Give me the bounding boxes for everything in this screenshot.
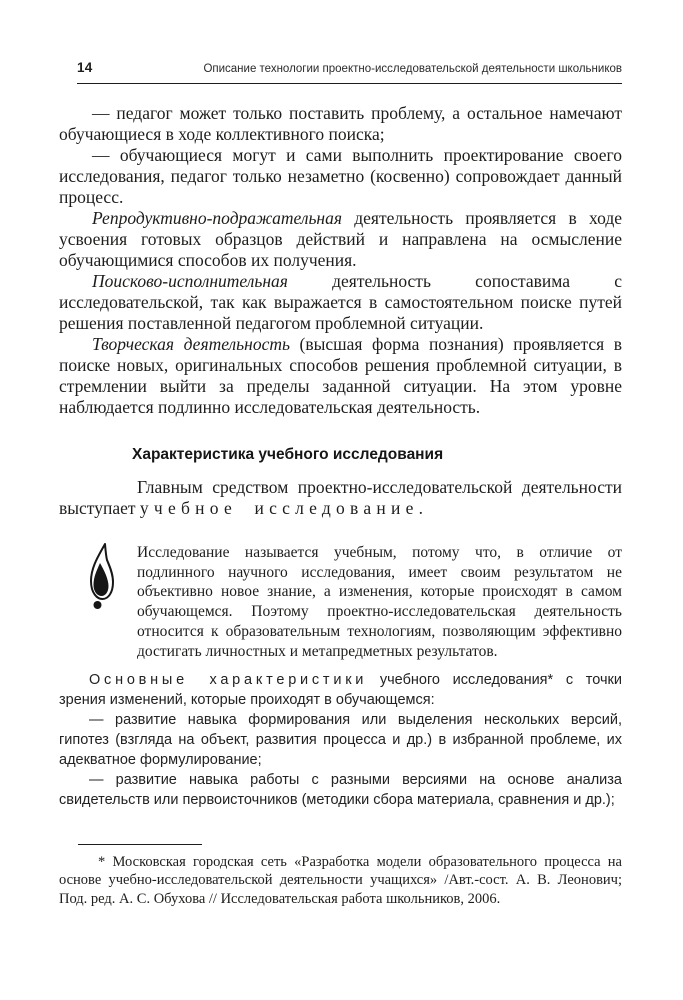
characteristics-item: — развитие навыка формирования или выделения нескольких версий, гипотез (взгляда на объект, развития процесса и др.) в избранной проблеме, их адекватное формулирование; — [59, 712, 622, 768]
lead-paragraph — [59, 477, 622, 519]
section-heading: Характеристика учебного исследования — [132, 446, 444, 463]
paragraph-text: деятельность проявляется в ходе усвоения готовых образцов действий и направлена на осмысление обучающимися способов их получения. — [59, 208, 622, 270]
section — [59, 446, 622, 519]
body-paragraph: — педагог может только поставить проблему, а остальное намечают обучающиеся в ходе коллективного поиска; — [59, 103, 622, 144]
paragraph-text: деятельность сопоставима с исследовательской, так как выражается в самостоятельном поиске путей решения поставленной педагогом проблемной ситуации. — [59, 271, 622, 333]
characteristics-item: — развитие навыка работы с разными версиями на основе анализа свидетельств или первоисточников (методики сбора материала, сравнения и др.); — [59, 772, 622, 808]
characteristics-block — [59, 670, 622, 810]
footnote-text: * Московская городская сеть «Разработка модели образовательного процесса на основе учебно-исследовательской деятельности учащихся» /Авт.-сост. А. В. Леонович; Под. ред. А. С. Обухова // Исследовательская работа школьников, 2006. — [59, 854, 622, 907]
body-paragraph — [59, 271, 622, 334]
page-header — [77, 60, 622, 84]
note-block — [59, 543, 622, 661]
lead-emphasis: учебное исследование. — [139, 498, 429, 518]
body-text-block — [59, 103, 622, 418]
page-number: 14 — [77, 60, 93, 75]
characteristics-intro — [59, 670, 622, 710]
body-paragraph: — обучающиеся могут и сами выполнить проектирование своего исследования, педагог только незаметно (косвенно) сопровождает данный процесс. — [59, 145, 622, 207]
footnote-divider — [78, 844, 202, 845]
characteristics-intro-emphasis: Основные характеристики — [89, 672, 368, 688]
characteristics-intro-text: учебного исследования* с точки зрения изменений, которые проиходят в обучающемся: — [59, 672, 622, 708]
flame-icon — [85, 543, 119, 609]
note-icon-column — [59, 543, 137, 614]
body-paragraph — [59, 208, 622, 271]
term-italic: Поисково-исполнительная — [92, 271, 288, 291]
term-italic: Репродуктивно-подражательная — [92, 208, 342, 228]
running-title: Описание технологии проектно-исследовательской деятельности школьников — [203, 63, 622, 75]
note-text: Исследование называется учебным, потому что, в отличие от подлинного научного исследования, имеет своим результатом не объективно новое знание, а изменения, которые происходят в самом обучающемся. Поэтому проектно-исследовательская деятельность относится к образовательным технологиям, позволяющим эффективно достигать личностных и метапредметных результатов. — [137, 544, 622, 660]
footnote-block — [59, 844, 622, 908]
lead-text: Главным средством проектно-исследовательской деятельности выступает — [59, 477, 622, 518]
term-italic: Творческая деятельность — [92, 334, 290, 354]
paragraph-text: (высшая форма познания) проявляется в поиске новых, оригинальных способов решения проблемной ситуации, в стремлении выйти за пределы заданной ситуации. На этом уровне наблюдается подлинно исследовательская деятельность. — [59, 334, 622, 417]
body-paragraph — [59, 334, 622, 418]
